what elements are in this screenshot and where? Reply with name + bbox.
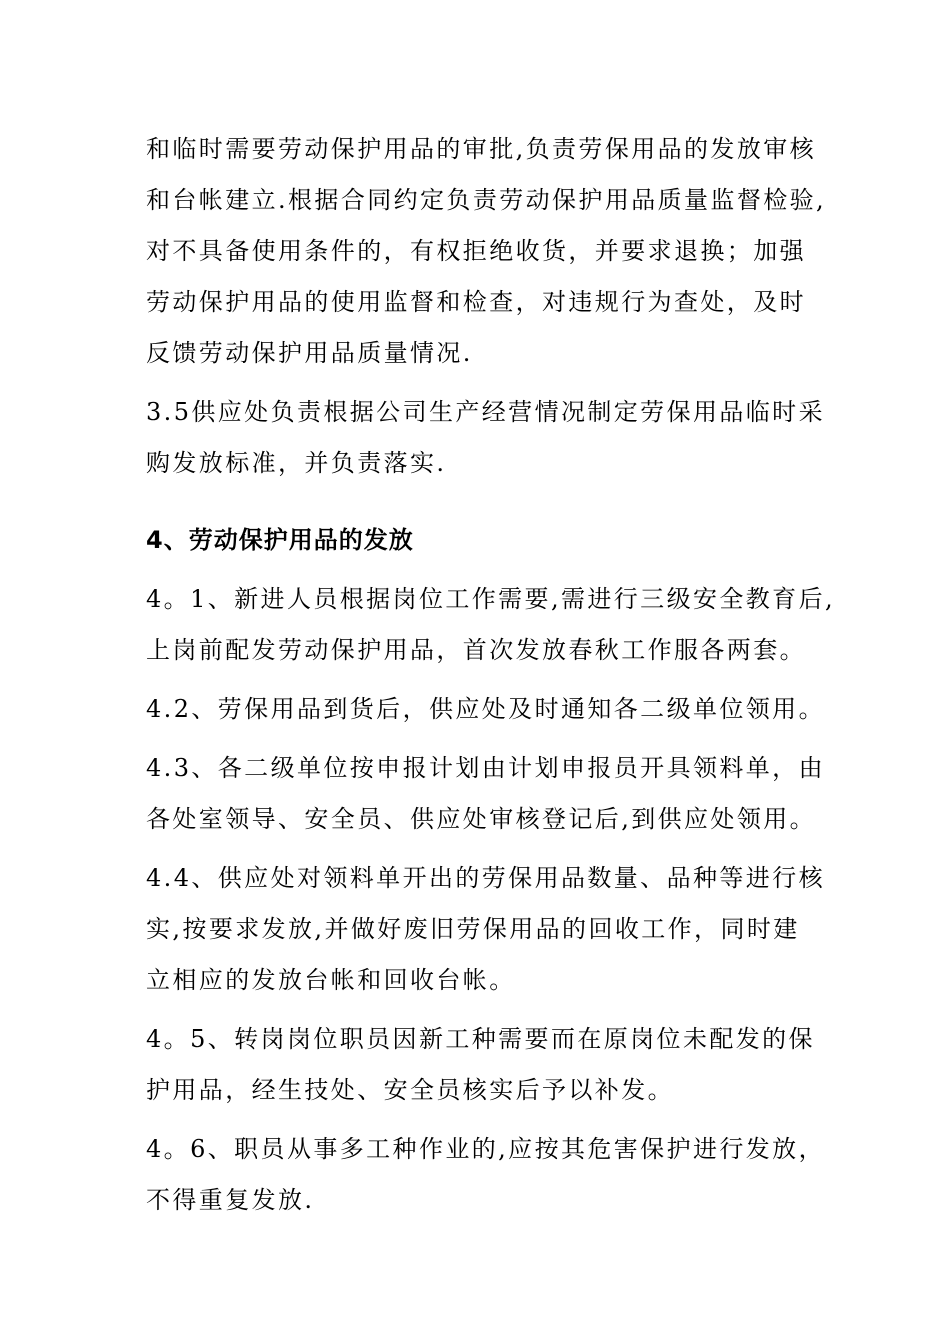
text-line: 对不具备使用条件的，有权拒绝收货，并要求退换；加强 — [146, 237, 806, 265]
text-line: 劳动保护用品的使用监督和检查，对违规行为查处，及时 — [146, 288, 806, 316]
section-4-heading: 4、劳动保护用品的发放 — [146, 526, 414, 554]
paragraph-gap — [146, 735, 826, 743]
text-line: 购发放标准，并负责落实. — [146, 449, 447, 477]
paragraph-4-3 — [146, 743, 826, 845]
text-line: 实,按要求发放,并做好废旧劳保用品的回收工作，同时建 — [146, 915, 800, 943]
text-line: 不得重复发放. — [146, 1186, 315, 1214]
text-line: 上岗前配发劳动保护用品，首次发放春秋工作服各两套。 — [146, 636, 806, 664]
text-line: 和台帐建立.根据合同约定负责劳动保护用品质量监督检验, — [146, 186, 827, 214]
paragraph-gap — [146, 845, 826, 853]
paragraph-4-2 — [146, 684, 826, 735]
text-line: 4.3、各二级单位按申报计划由计划申报员开具领料单，由 — [146, 754, 825, 782]
text-line: 和临时需要劳动保护用品的审批,负责劳保用品的发放审核 — [146, 135, 817, 163]
paragraph-4-4 — [146, 853, 826, 1006]
text-line: 护用品，经生技处、安全员核实后予以补发。 — [146, 1076, 674, 1104]
paragraph-gap — [146, 1006, 826, 1014]
text-line: 立相应的发放台帐和回收台帐。 — [146, 966, 516, 994]
text-line: 4。5、转岗岗位职员因新工种需要而在原岗位未配发的保 — [146, 1025, 815, 1053]
text-line: 3.5供应处负责根据公司生产经营情况制定劳保用品临时采 — [146, 398, 825, 426]
text-line: 4。6、职员从事多工种作业的,应按其危害保护进行发放， — [146, 1135, 825, 1163]
text-line: 4。1、新进人员根据岗位工作需要,需进行三级安全教育后, — [146, 585, 835, 613]
text-line: 4.4、供应处对领料单开出的劳保用品数量、品种等进行核 — [146, 864, 825, 892]
paragraph-4-5 — [146, 1014, 826, 1116]
paragraph-gap — [146, 566, 826, 574]
paragraph-gap — [146, 1116, 826, 1124]
paragraph-4-6 — [146, 1124, 826, 1226]
paragraph-3-5 — [146, 387, 826, 489]
text-line: 4.2、劳保用品到货后，供应处及时通知各二级单位领用。 — [146, 695, 825, 723]
text-line: 反馈劳动保护用品质量情况. — [146, 339, 473, 367]
document-page — [146, 124, 835, 1226]
paragraph-gap — [146, 489, 826, 515]
paragraph-gap — [146, 379, 826, 387]
text-line: 各处室领导、安全员、供应处审核登记后,到供应处领用。 — [146, 805, 817, 833]
paragraph-4-1 — [146, 574, 835, 676]
paragraph-intro — [146, 124, 826, 379]
paragraph-gap — [146, 676, 826, 684]
